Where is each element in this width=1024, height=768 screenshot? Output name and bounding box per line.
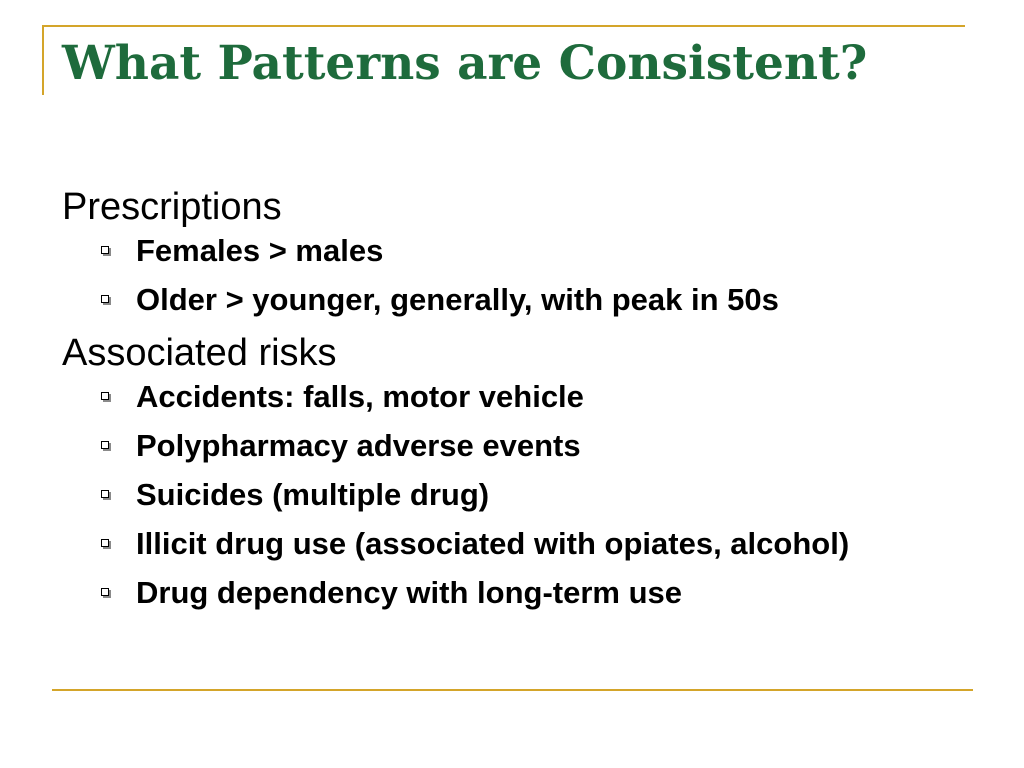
section-heading: Prescriptions [62,186,282,228]
slide-body [62,183,962,622]
hollow-square-bullet-icon [101,539,109,547]
title-frame-left-rule [42,25,44,95]
section-heading: Associated risks [62,332,337,374]
bullet-text: Older > younger, generally, with peak in 50s [136,282,779,317]
hollow-square-bullet-icon [101,392,109,400]
hollow-square-bullet-icon [101,295,109,303]
bullet-text: Polypharmacy adverse events [136,428,581,463]
slide-title: What Patterns are Consistent? [62,36,868,91]
bullet-item [62,524,896,564]
bullet-item [62,475,962,515]
bullet-item [62,573,962,613]
hollow-square-bullet-icon [101,441,109,449]
section-associated-risks [62,329,962,613]
bullet-text: Suicides (multiple drug) [136,477,490,512]
bullet-item [62,280,962,320]
footer-rule [52,689,973,691]
bullet-list [62,231,962,320]
bullet-text: Drug dependency with long-term use [136,575,682,610]
bullet-item [62,377,962,417]
bullet-item [62,231,962,271]
bullet-item [62,426,962,466]
bullet-text: Accidents: falls, motor vehicle [136,379,584,414]
title-frame-top-rule [42,25,965,27]
hollow-square-bullet-icon [101,246,109,254]
bullet-text: Females > males [136,233,384,268]
bullet-list [62,377,962,613]
section-prescriptions [62,183,962,320]
bullet-text: Illicit drug use (associated with opiates, alcohol) [136,526,850,561]
hollow-square-bullet-icon [101,490,109,498]
hollow-square-bullet-icon [101,588,109,596]
